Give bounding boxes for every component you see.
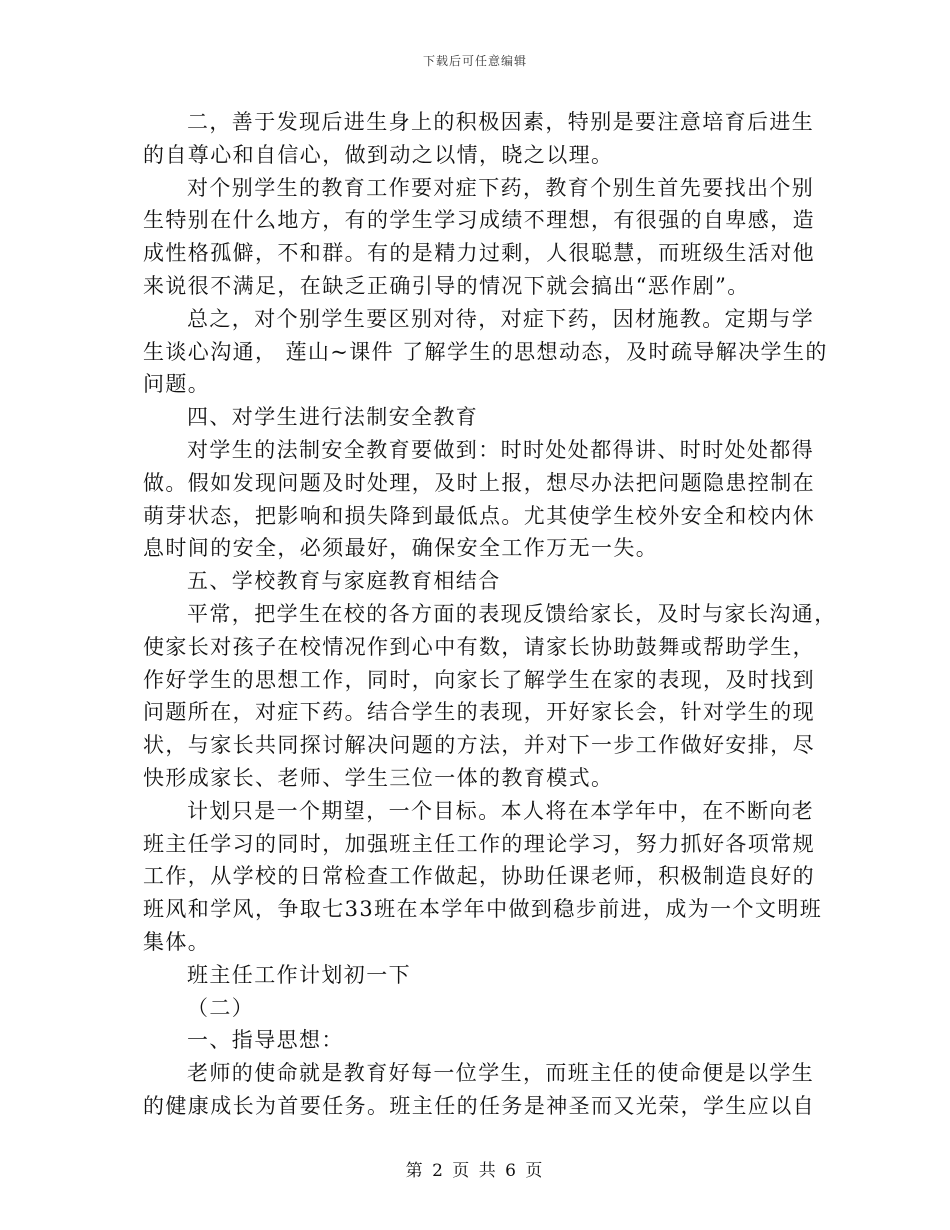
text-line: 息时间的安全，必须最好，确保安全工作万无一失。: [143, 536, 659, 561]
text-line: 班风和学风，争取七33班在本学年中做到稳步前进，成为一个文明班: [143, 897, 823, 922]
text-line: 生谈心沟通， 莲山~课件 了解学生的思想动态，及时疏导解决学生的: [143, 339, 828, 364]
text-line: 的健康成长为首要任务。班主任的任务是神圣而又光荣，学生应以自: [143, 1093, 815, 1118]
text-line: 来说很不满足，在缺乏正确引导的情况下就会搞出“恶作剧”。: [143, 273, 750, 298]
text-line: 成性格孤僻，不和群。有的是精力过剩，人很聪慧，而班级生活对他: [143, 241, 815, 266]
text-line: 问题。: [143, 372, 211, 397]
text-line: 总之，对个别学生要区别对待，对症下药，因材施教。定期与学: [187, 306, 815, 331]
text-line: 计划只是一个期望，一个目标。本人将在本学年中，在不断向老: [187, 798, 815, 823]
text-line: 做。假如发现问题及时处理，及时上报，想尽办法把问题隐患控制在: [143, 470, 815, 495]
text-line: 工作，从学校的日常检查工作做起，协助任课老师，积极制造良好的: [143, 864, 815, 889]
text-line: 一、指导思想：: [187, 1028, 344, 1053]
text-line: 二，善于发现后进生身上的积极因素，特别是要注意培育后进生: [187, 110, 815, 134]
text-line: 快形成家长、老师、学生三位一体的教育模式。: [143, 765, 614, 790]
text-line: 五、学校教育与家庭教育相结合: [187, 569, 501, 594]
text-line: 老师的使命就是教育好每一位学生，而班主任的使命便是以学生: [187, 1061, 815, 1086]
text-line: 对个别学生的教育工作要对症下药，教育个别生首先要找出个别: [187, 175, 815, 200]
document-body: [143, 106, 837, 1123]
text-line: 状，与家长共同探讨解决问题的方法，并对下一步工作做好安排，尽: [143, 733, 815, 758]
text-line: 平常，把学生在校的各方面的表现反馈给家长，及时与家长沟通，: [187, 601, 837, 626]
page-header: 下载后可任意编辑: [422, 54, 527, 68]
text-line: （二）: [187, 995, 255, 1020]
text-line: 作好学生的思想工作，同时，向家长了解学生在家的表现，及时找到: [143, 667, 815, 692]
text-line: 问题所在，对症下药。结合学生的表现，开好家长会，针对学生的现: [143, 700, 815, 725]
text-line: 的自尊心和自信心，做到动之以情，晓之以理。: [143, 142, 614, 167]
text-line: 使家长对孩子在校情况作到心中有数，请家长协助鼓舞或帮助学生，: [143, 634, 815, 659]
text-line: 班主任工作计划初一下: [187, 962, 411, 987]
text-line: 四、对学生进行法制安全教育: [187, 405, 479, 430]
text-line: 萌芽状态，把影响和损失降到最低点。尤其使学生校外安全和校内休: [143, 503, 815, 528]
text-line: 班主任学习的同时，加强班主任工作的理论学习，努力抓好各项常规: [143, 831, 815, 856]
text-line: 生特别在什么地方，有的学生学习成绩不理想，有很强的自卑感，造: [143, 208, 815, 233]
text-line: 对学生的法制安全教育要做到：时时处处都得讲、时时处处都得: [187, 437, 815, 462]
text-line: 集体。: [143, 929, 211, 954]
page-footer: 第 2 页 共 6 页: [405, 1161, 545, 1181]
